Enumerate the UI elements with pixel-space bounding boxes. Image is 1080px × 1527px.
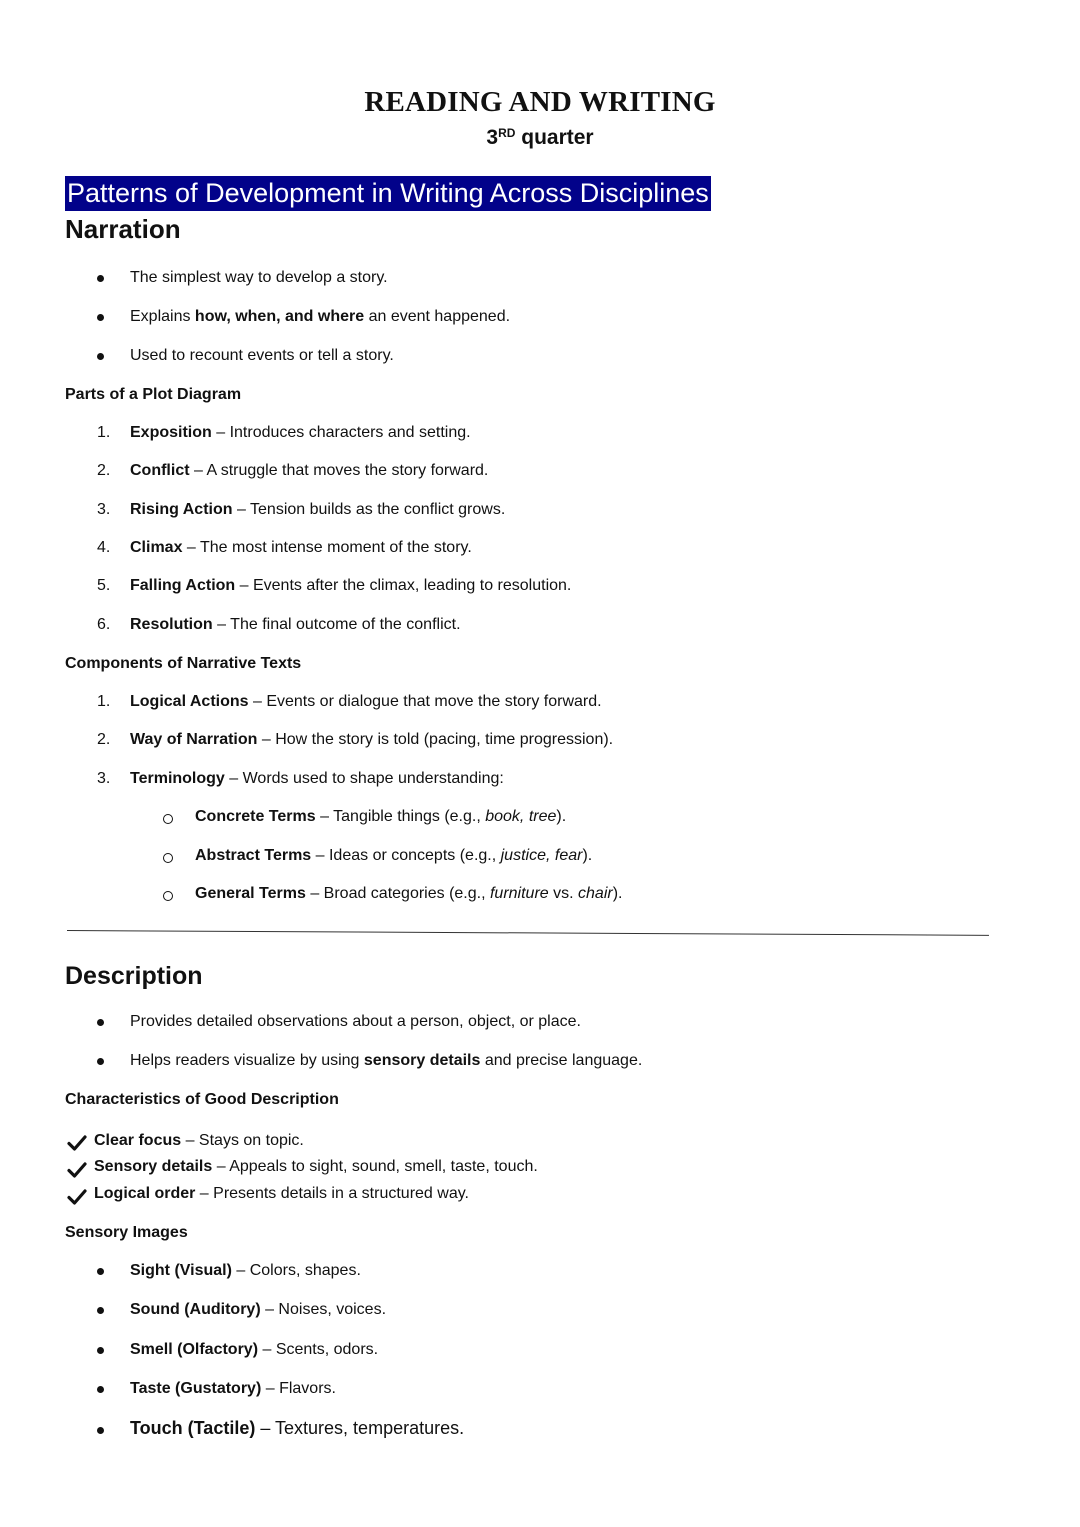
bullet-icon [97,1268,107,1278]
characteristic-item [94,1185,469,1203]
plot-term: Falling Action [130,577,236,594]
narration-bullet [130,308,510,326]
sensory-item [130,1418,464,1439]
sensory-term: Touch (Tactile) [130,1418,256,1438]
circle-bullet-icon [163,891,173,901]
list-number: 4. [97,539,111,556]
quarter-ordinal: RD [498,126,516,140]
list-number: 1. [97,424,111,441]
description-bullet: Provides detailed observations about a person, object, or place. [130,1013,581,1030]
document-title: READING AND WRITING [364,86,716,118]
bullet-text: and precise language. [480,1052,643,1069]
list-number: 2. [97,462,111,479]
sensory-term: Sight (Visual) [130,1262,232,1279]
plot-term: Rising Action [130,501,233,518]
sensory-heading: Sensory Images [65,1224,188,1241]
subitem-mid: vs. [548,885,579,902]
description-heading: Description [65,962,203,990]
list-number: 2. [97,731,111,748]
subitem-desc: – Tangible things (e.g., [315,808,486,825]
sensory-desc: – Noises, voices. [260,1301,387,1318]
subitem-example: book, tree [485,808,557,825]
component-desc: – How the story is told (pacing, time progression). [257,731,614,748]
subitem-example: justice, fear [500,847,583,864]
characteristic-term: Sensory details [94,1158,213,1175]
bullet-icon [97,1347,107,1357]
sensory-item [130,1262,361,1280]
sensory-term: Sound (Auditory) [130,1301,261,1318]
bullet-icon [97,314,107,324]
plot-desc: – Introduces characters and setting. [211,424,471,441]
subitem-term: Abstract Terms [195,847,312,864]
subitem-term: Concrete Terms [195,808,316,825]
bullet-icon [97,1019,107,1029]
quarter-word: quarter [521,126,594,149]
checkmark-icon [67,1135,87,1151]
sensory-item [130,1341,378,1359]
sensory-desc: – Flavors. [261,1380,336,1397]
narration-bullet: The simplest way to develop a story. [130,269,388,286]
component-term: Way of Narration [130,731,258,748]
characteristic-item [94,1132,304,1150]
plot-desc: – Events after the climax, leading to resolution. [235,577,572,594]
subitem-term: General Terms [195,885,306,902]
subitem-example: chair [578,885,613,902]
bullet-icon [97,353,107,363]
sensory-desc: – Scents, odors. [258,1341,379,1358]
term-subitem [195,808,566,826]
bullet-bold-text: how, when, and where [194,308,365,325]
subitem-desc: – Broad categories (e.g., [305,885,490,902]
list-number: 5. [97,577,111,594]
plot-item [130,501,505,519]
component-term: Terminology [130,770,225,787]
component-term: Logical Actions [130,693,249,710]
term-subitem [195,885,623,903]
characteristic-desc: – Appeals to sight, sound, smell, taste, touch. [212,1158,538,1175]
checkmark-icon [67,1189,87,1205]
bullet-text: Explains [130,308,195,325]
characteristic-item [94,1158,538,1176]
bullet-icon [97,1427,107,1437]
plot-desc: – A struggle that moves the story forward. [189,462,489,479]
subitem-desc: – Ideas or concepts (e.g., [311,847,501,864]
plot-desc: – The most intense moment of the story. [182,539,472,556]
component-desc: – Events or dialogue that move the story forward. [248,693,602,710]
plot-item [130,539,472,557]
components-heading: Components of Narrative Texts [65,655,302,672]
circle-bullet-icon [163,853,173,863]
subitem-end: ). [582,847,593,864]
subitem-end: ). [612,885,623,902]
plot-term: Resolution [130,616,213,633]
sensory-desc: – Textures, temperatures. [255,1418,465,1438]
checkmark-icon [67,1162,87,1178]
plot-term: Climax [130,539,183,556]
characteristics-heading: Characteristics of Good Description [65,1091,339,1108]
plot-desc: – Tension builds as the conflict grows. [232,501,506,518]
plot-item [130,424,471,442]
characteristic-desc: – Stays on topic. [181,1132,304,1149]
plot-item [130,616,461,634]
bullet-icon [97,275,107,285]
bullet-icon [97,1058,107,1068]
bullet-bold-text: sensory details [363,1052,481,1069]
plot-desc: – The final outcome of the conflict. [212,616,461,633]
list-number: 3. [97,501,111,518]
plot-item [130,462,488,480]
sensory-item [130,1380,336,1398]
component-item [130,693,602,711]
bullet-text: an event happened. [364,308,511,325]
quarter-number: 3 [486,126,499,149]
term-subitem [195,847,592,865]
document-subtitle [0,126,1080,150]
bullet-icon [97,1307,107,1317]
plot-item [130,577,571,595]
plot-term: Conflict [130,462,190,479]
subitem-end: ). [556,808,567,825]
sensory-item [130,1301,386,1319]
sensory-desc: – Colors, shapes. [231,1262,361,1279]
component-item [130,770,504,788]
bullet-icon [97,1386,107,1396]
plot-heading: Parts of a Plot Diagram [65,386,242,403]
list-number: 1. [97,693,111,710]
subitem-example: furniture [489,885,549,902]
characteristic-desc: – Presents details in a structured way. [195,1185,469,1202]
section-banner: Patterns of Development in Writing Across Disciplines [65,176,711,211]
circle-bullet-icon [163,814,173,824]
narration-heading: Narration [65,214,181,244]
description-bullet [130,1052,642,1070]
characteristic-term: Clear focus [94,1132,182,1149]
list-number: 3. [97,770,111,787]
plot-term: Exposition [130,424,212,441]
sensory-term: Smell (Olfactory) [130,1341,259,1358]
bullet-text: Helps readers visualize by using [130,1052,364,1069]
section-divider [67,930,989,936]
component-desc: – Words used to shape understanding: [224,770,504,787]
characteristic-term: Logical order [94,1185,196,1202]
list-number: 6. [97,616,111,633]
sensory-term: Taste (Gustatory) [130,1380,262,1397]
component-item [130,731,613,749]
narration-bullet: Used to recount events or tell a story. [130,347,394,364]
